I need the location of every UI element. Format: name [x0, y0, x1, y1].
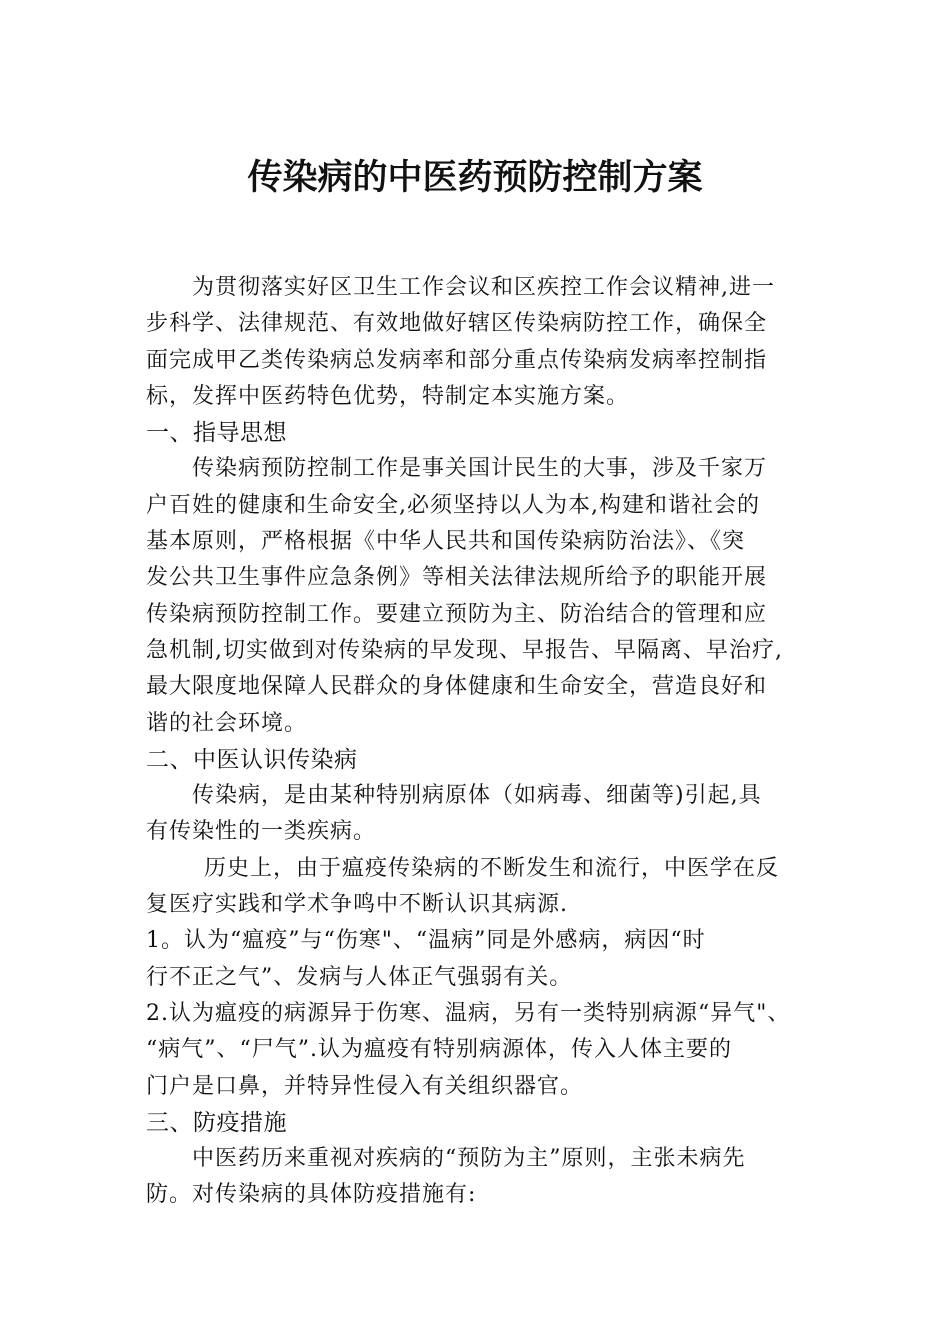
text-line: 急机制,切实做到对传染病的早发现、早报告、早隔离、早治疗, [146, 637, 783, 663]
text-line: 防。对传染病的具体防疫措施有: [146, 1182, 477, 1208]
section-heading: 三、防疫措施 [146, 1109, 287, 1136]
text-line: 传染病预防控制工作。要建立预防为主、防治结合的管理和应 [146, 601, 768, 627]
text-line: 历史上，由于瘟疫传染病的不断发生和流行，中医学在反 [204, 855, 780, 881]
section-heading: 二、中医认识传染病 [146, 746, 358, 773]
text-line: 最大限度地保障人民群众的身体健康和生命安全，营造良好和 [146, 674, 768, 700]
document-title: 传染病的中医药预防控制方案 [247, 158, 703, 198]
text-line: 步科学、法律规范、有效地做好辖区传染病防控工作，确保全 [146, 311, 768, 337]
section-heading: 一、指导思想 [146, 420, 287, 447]
text-line: 1。认为“瘟疫”与“伤寒"、“温病”同是外感病，病因“时 [146, 928, 706, 954]
text-line: 面完成甲乙类传染病总发病率和部分重点传染病发病率控制指 [146, 347, 768, 373]
document-body [146, 270, 816, 1214]
text-line: 户百姓的健康和生命安全,必须坚持以人为本,构建和谐社会的 [146, 492, 760, 518]
text-line: 标，发挥中医药特色优势，特制定本实施方案。 [146, 383, 630, 409]
text-line: 传染病预防控制工作是事关国计民生的大事，涉及千家万 [192, 456, 768, 482]
text-line: 门户是口鼻，并特异性侵入有关组织器官。 [146, 1073, 584, 1099]
text-line: 发公共卫生事件应急条例》等相关法律法规所给予的职能开展 [146, 565, 768, 591]
text-line: 有传染性的一类疾病。 [146, 819, 377, 845]
text-line: 为贯彻落实好区卫生工作会议和区疾控工作会议精神,进一 [192, 275, 775, 300]
text-line: 中医药历来重视对疾病的“预防为主”原则，主张未病先 [192, 1146, 746, 1172]
text-line: 2.认为瘟疫的病源异于伤寒、温病，另有一类特别病源“异气"、 [146, 1000, 791, 1026]
text-line: 行不正之气”、发病与人体正气强弱有关。 [146, 964, 573, 990]
text-line: 传染病，是由某种特别病原体（如病毒、细菌等)引起,具 [192, 783, 762, 809]
text-line: 谐的社会环境。 [146, 710, 308, 736]
text-line: 复医疗实践和学术争鸣中不断认识其病源. [146, 892, 568, 918]
text-line: 基本原则，严格根据《中华人民共和国传染病防治法》、《突 [146, 529, 746, 555]
text-line: “病气”、“尸气”.认为瘟疫有特别病源体，传入人体主要的 [146, 1037, 732, 1063]
